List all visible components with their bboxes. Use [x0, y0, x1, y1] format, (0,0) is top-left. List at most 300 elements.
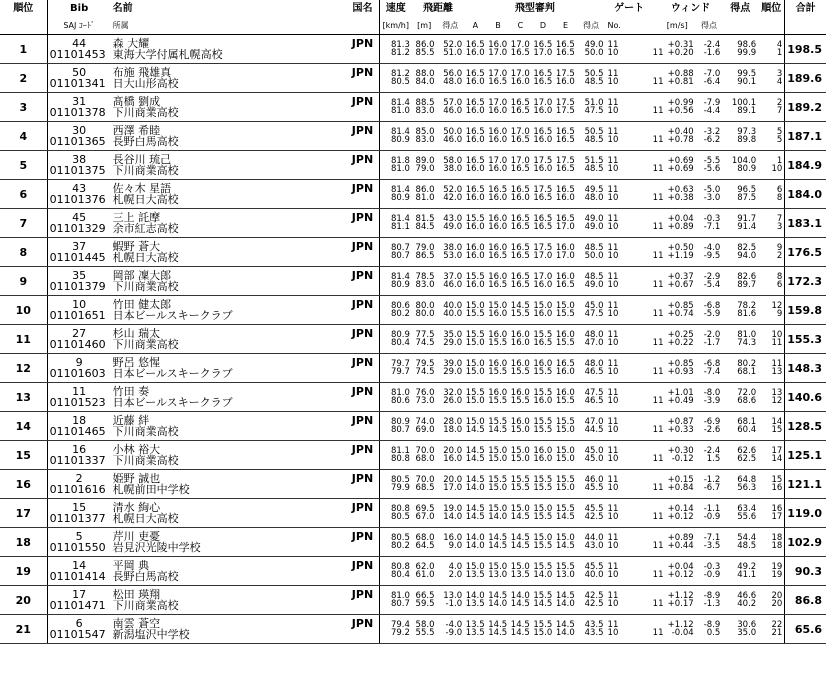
- round-rank: 6: [758, 281, 785, 296]
- gate-number: 10: [606, 368, 653, 383]
- jump-distance: 80.0: [415, 300, 435, 311]
- athlete-row-second-jump: [0, 397, 826, 412]
- athlete-name: 竹田 奏: [112, 385, 150, 398]
- gate-number: 11: [607, 329, 619, 340]
- athlete-bib: 37: [72, 240, 87, 253]
- empty-cell: [346, 629, 379, 644]
- jump-distance-points: 2.0: [436, 571, 464, 586]
- judge-score: 16.0: [532, 165, 555, 180]
- gate-number: 10: [606, 223, 653, 238]
- jump-speed: 81.4: [379, 122, 412, 137]
- wind-points: -6.2: [696, 136, 723, 151]
- round-rank: 19: [771, 561, 783, 572]
- athlete-name: 近藤 絆: [112, 414, 150, 427]
- nation-header: 国名: [352, 2, 373, 14]
- style-points: 44.0: [584, 532, 604, 543]
- wind-speed: +0.31: [667, 39, 694, 50]
- athlete-team: 下川商業高校: [111, 426, 347, 441]
- gate-number: 11: [607, 39, 619, 50]
- athlete-bib: 35: [72, 269, 87, 282]
- gate-number: 11: [607, 184, 619, 195]
- judge-score: 16.5: [554, 165, 577, 180]
- jump-distance: 61.0: [412, 571, 437, 586]
- athlete-nation: JPN: [351, 501, 374, 514]
- round-rank: 4: [758, 78, 785, 93]
- wind-speed: +0.04: [667, 213, 694, 224]
- round-points: 82.5: [737, 242, 757, 253]
- round-rank: 14: [771, 416, 783, 427]
- wind-speed: +0.78: [659, 136, 696, 151]
- judge-score: 16.5: [533, 213, 553, 224]
- jump-speed: 81.8: [379, 151, 412, 166]
- athlete-row: [0, 441, 826, 456]
- jump-distance: 85.5: [412, 49, 437, 64]
- judge-score: 17.0: [510, 155, 530, 166]
- judge-score: 17.0: [533, 97, 553, 108]
- jump-distance-points: 16.0: [443, 532, 463, 543]
- empty-cell: [346, 542, 379, 557]
- jump-distance-points: 29.0: [436, 339, 464, 354]
- gate-number: 11: [607, 445, 619, 456]
- judge-score: 14.5: [464, 426, 487, 441]
- athlete-saj-code: 01101460: [47, 339, 111, 354]
- judge-score: 16.5: [533, 39, 553, 50]
- gate-points: 11: [653, 78, 659, 93]
- athlete-row-second-jump: [0, 252, 826, 267]
- judge-score: 16.5: [509, 223, 532, 238]
- athlete-rank: 14: [0, 412, 47, 441]
- jump-speed: 81.4: [379, 180, 412, 195]
- athlete-total: 140.6: [785, 383, 826, 412]
- gate-number: 10: [606, 339, 653, 354]
- jump-distance-points: 56.0: [443, 68, 463, 79]
- athlete-row-second-jump: [0, 223, 826, 238]
- athlete-rank: 20: [0, 586, 47, 615]
- judge-score: 16.5: [465, 68, 485, 79]
- athlete-team: 下川商業高校: [111, 107, 347, 122]
- athlete-row-second-jump: [0, 368, 826, 383]
- judge-score: 15.0: [465, 358, 485, 369]
- judge-score: 16.0: [554, 78, 577, 93]
- judge-score: 16.0: [510, 387, 530, 398]
- athlete-name: 三上 託摩: [112, 211, 161, 224]
- athlete-nation: JPN: [351, 443, 374, 456]
- athlete-saj-code: 01101550: [47, 542, 111, 557]
- judge-score: 15.5: [465, 329, 485, 340]
- judge-score: 17.0: [532, 252, 555, 267]
- athlete-name: 小林 裕大: [112, 443, 161, 456]
- style-points-header: 得点: [577, 17, 606, 35]
- gate-number: 10: [606, 571, 653, 586]
- judge-score: 16.5: [509, 107, 532, 122]
- judge-score: 15.0: [533, 532, 553, 543]
- jump-distance-points: 46.0: [436, 281, 464, 296]
- judge-score: 16.5: [509, 49, 532, 64]
- athlete-team: 札幌日大高校: [111, 194, 347, 209]
- judge-score: 17.0: [533, 271, 553, 282]
- jump-speed: 79.4: [379, 615, 412, 630]
- jump-distance-points: 26.0: [436, 397, 464, 412]
- rank-header: 順位: [0, 0, 47, 17]
- gate-no-header: No.: [606, 17, 653, 35]
- jump-speed: 80.5: [379, 78, 412, 93]
- athlete-name: 松田 瑛翔: [112, 588, 161, 601]
- athlete-rank: 7: [0, 209, 47, 238]
- athlete-total: 128.5: [785, 412, 826, 441]
- style-points: 47.5: [584, 387, 604, 398]
- athlete-nation: JPN: [351, 298, 374, 311]
- round-points: 30.6: [737, 619, 757, 630]
- athlete-row: [0, 238, 826, 253]
- round-points: 99.9: [722, 49, 758, 64]
- athlete-rank: 6: [0, 180, 47, 209]
- judge-score: 14.5: [465, 474, 485, 485]
- judge-score: 15.0: [554, 455, 577, 470]
- team-header: 所属: [111, 17, 347, 35]
- jump-distance: 83.0: [412, 281, 437, 296]
- athlete-name: 佐々木 星語: [112, 182, 172, 195]
- jump-speed: 80.9: [379, 281, 412, 296]
- athlete-bib: 11: [72, 385, 87, 398]
- judge-score: 17.0: [532, 49, 555, 64]
- wind-points: -7.9: [703, 97, 721, 108]
- empty-cell: [346, 455, 379, 470]
- athlete-bib: 17: [72, 588, 87, 601]
- empty-cell: [346, 194, 379, 209]
- wind-speed: +0.85: [667, 300, 694, 311]
- gate-number: 11: [607, 213, 619, 224]
- round-points: 56.3: [722, 484, 758, 499]
- empty-cell: [346, 310, 379, 325]
- judge-score: 13.0: [554, 571, 577, 586]
- jump-distance: 69.0: [412, 426, 437, 441]
- style-points: 48.5: [577, 165, 606, 180]
- round-rank: 17: [758, 513, 785, 528]
- round-rank: 18: [771, 532, 783, 543]
- gate-points: 11: [653, 484, 659, 499]
- wind-header: ウィンド: [670, 2, 711, 14]
- athlete-team: 下川商業高校: [111, 600, 347, 615]
- round-rank: 2: [776, 97, 783, 108]
- jump-speed: 80.8: [379, 455, 412, 470]
- judge-score: 16.0: [488, 358, 508, 369]
- round-points: 64.8: [737, 474, 757, 485]
- style-points: 46.5: [577, 368, 606, 383]
- gate-number: 11: [607, 126, 619, 137]
- round-rank: 5: [776, 126, 783, 137]
- jump-speed: 81.2: [379, 64, 412, 79]
- judge-d-header: D: [532, 17, 555, 35]
- round-points: 80.9: [722, 165, 758, 180]
- distance-points-header: 得点: [436, 17, 464, 35]
- gate-points: 11: [653, 136, 659, 151]
- wind-points: -3.2: [703, 126, 721, 137]
- athlete-total: 198.5: [785, 35, 826, 64]
- athlete-total: 119.0: [785, 499, 826, 528]
- judge-score: 16.5: [510, 271, 530, 282]
- jump-distance-points: 50.0: [443, 126, 463, 137]
- round-rank: 7: [758, 107, 785, 122]
- wind-points: -7.1: [696, 223, 723, 238]
- jump-distance: 58.0: [415, 619, 435, 630]
- athlete-saj-code: 01101523: [47, 397, 111, 412]
- judge-score: 16.5: [509, 252, 532, 267]
- wind-points: -7.4: [696, 368, 723, 383]
- athlete-nation: JPN: [351, 327, 374, 340]
- gate-number: 10: [606, 78, 653, 93]
- athlete-row-second-jump: [0, 310, 826, 325]
- jump-speed: 80.7: [379, 426, 412, 441]
- athlete-bib: 44: [72, 37, 87, 50]
- style-points: 50.5: [584, 68, 604, 79]
- jump-distance: 74.5: [412, 339, 437, 354]
- round-points: 78.2: [737, 300, 757, 311]
- athlete-name: 森 大耀: [112, 37, 150, 50]
- style-points: 49.0: [584, 39, 604, 50]
- athlete-rank: 17: [0, 499, 47, 528]
- jump-distance: 55.5: [412, 629, 437, 644]
- athlete-row-second-jump: [0, 600, 826, 615]
- athlete-row-second-jump: [0, 165, 826, 180]
- judge-score: 16.0: [464, 281, 487, 296]
- athlete-row: [0, 325, 826, 340]
- athlete-row: [0, 557, 826, 572]
- judge-score: 16.0: [509, 78, 532, 93]
- round-rank: 12: [758, 397, 785, 412]
- judge-score: 16.0: [465, 242, 485, 253]
- judge-score: 13.5: [464, 629, 487, 644]
- judge-score: 16.0: [510, 329, 530, 340]
- athlete-team: 下川商業高校: [111, 165, 347, 180]
- jump-speed: 79.9: [379, 484, 412, 499]
- judge-score: 16.5: [488, 184, 508, 195]
- gate-number: 10: [606, 252, 653, 267]
- athlete-bib: 16: [72, 443, 87, 456]
- athlete-nation: JPN: [351, 414, 374, 427]
- judge-score: 14.0: [487, 600, 510, 615]
- round-points: 60.4: [722, 426, 758, 441]
- athlete-total: 189.2: [785, 93, 826, 122]
- style-points: 42.5: [577, 600, 606, 615]
- judge-score: 16.0: [487, 310, 510, 325]
- style-header: 飛型審判: [514, 2, 555, 14]
- jump-distance-points: 48.0: [436, 78, 464, 93]
- judge-score: 17.5: [555, 155, 575, 166]
- athlete-rank: 12: [0, 354, 47, 383]
- wind-speed: +0.40: [667, 126, 694, 137]
- judge-score: 14.0: [465, 532, 485, 543]
- round-rank: 10: [758, 165, 785, 180]
- wind-points: -5.6: [696, 165, 723, 180]
- judge-score: 17.5: [533, 242, 553, 253]
- judge-score: 15.5: [533, 416, 553, 427]
- athlete-nation: JPN: [351, 472, 374, 485]
- judge-score: 16.5: [487, 252, 510, 267]
- athlete-team: 下川商業高校: [111, 339, 347, 354]
- judge-score: 16.0: [555, 242, 575, 253]
- round-rank: 16: [771, 503, 783, 514]
- jump-speed: 80.8: [379, 499, 412, 514]
- results-body: [0, 35, 826, 644]
- athlete-nation: JPN: [351, 356, 374, 369]
- judge-score: 16.5: [532, 194, 555, 209]
- wind-speed: +0.63: [667, 184, 694, 195]
- wind-points: -7.0: [703, 68, 721, 79]
- gate-number: 10: [606, 600, 653, 615]
- judge-score: 16.0: [487, 194, 510, 209]
- gate-number: 11: [607, 155, 619, 166]
- athlete-row: [0, 180, 826, 195]
- athlete-saj-code: 01101377: [47, 513, 111, 528]
- jump-distance: 86.0: [415, 39, 435, 50]
- distance-header: 飛距離: [423, 2, 454, 14]
- wind-points: -3.9: [696, 397, 723, 412]
- athlete-row: [0, 470, 826, 485]
- gate-points: 11: [653, 339, 659, 354]
- gate-number: 10: [606, 484, 653, 499]
- wind-points: -8.9: [703, 590, 721, 601]
- athlete-team: 長野白馬高校: [111, 571, 347, 586]
- empty-cell: [346, 136, 379, 151]
- gate-points: 11: [653, 252, 659, 267]
- round-points: 104.0: [731, 155, 757, 166]
- wind-speed: +0.15: [667, 474, 694, 485]
- jump-distance-points: 4.0: [448, 561, 463, 572]
- gate-number: 10: [606, 136, 653, 151]
- judge-score: 15.5: [533, 329, 553, 340]
- athlete-row-second-jump: [0, 78, 826, 93]
- athlete-nation: JPN: [351, 269, 374, 282]
- style-points: 50.0: [577, 49, 606, 64]
- wind-points: -1.3: [696, 600, 723, 615]
- wind-speed: +0.04: [667, 561, 694, 572]
- jump-distance-points: 52.0: [443, 39, 463, 50]
- athlete-saj-code: 01101376: [47, 194, 111, 209]
- athlete-total: 125.1: [785, 441, 826, 470]
- athlete-name: 平岡 典: [112, 559, 150, 572]
- jump-distance-points: 9.0: [436, 542, 464, 557]
- jump-distance-points: 58.0: [443, 155, 463, 166]
- judge-score: 16.0: [464, 165, 487, 180]
- style-points: 51.5: [584, 155, 604, 166]
- wind-points: -2.6: [696, 426, 723, 441]
- jump-distance-points: 20.0: [443, 445, 463, 456]
- round-rank: 13: [758, 368, 785, 383]
- gate-number: 10: [606, 310, 653, 325]
- athlete-saj-code: 01101379: [47, 281, 111, 296]
- style-points: 48.5: [577, 78, 606, 93]
- athlete-bib: 30: [72, 124, 87, 137]
- jump-distance-points: 52.0: [443, 184, 463, 195]
- empty-cell: [346, 252, 379, 267]
- judge-score: 14.5: [487, 426, 510, 441]
- judge-score: 15.5: [509, 397, 532, 412]
- judge-score: 15.0: [510, 561, 530, 572]
- jump-distance-points: 49.0: [436, 223, 464, 238]
- empty-cell: [346, 368, 379, 383]
- judge-score: 16.0: [487, 165, 510, 180]
- judge-score: 16.5: [555, 358, 575, 369]
- athlete-name: 竹田 健太郎: [112, 298, 172, 311]
- jump-distance: 84.5: [412, 223, 437, 238]
- judge-score: 16.0: [510, 416, 530, 427]
- gate-points: 11: [653, 513, 659, 528]
- round-rank: 19: [758, 571, 785, 586]
- athlete-rank: 5: [0, 151, 47, 180]
- round-points: 82.6: [737, 271, 757, 282]
- athlete-row: [0, 615, 826, 630]
- round-points: 97.3: [737, 126, 757, 137]
- wind-speed: +0.87: [667, 416, 694, 427]
- judge-score: 16.5: [532, 78, 555, 93]
- wind-speed: +0.69: [667, 155, 694, 166]
- athlete-name: 清水 絢心: [112, 501, 161, 514]
- wind-speed: +0.33: [659, 426, 696, 441]
- round-rank: 9: [776, 242, 783, 253]
- judge-score: 16.0: [464, 78, 487, 93]
- judge-score: 17.0: [510, 126, 530, 137]
- judge-score: 16.0: [532, 455, 555, 470]
- athlete-name: 野呂 悠惺: [112, 356, 161, 369]
- athlete-saj-code: 01101375: [47, 165, 111, 180]
- athlete-nation: JPN: [351, 95, 374, 108]
- wind-points: -4.0: [703, 242, 721, 253]
- style-points: 49.0: [584, 213, 604, 224]
- wind-points: -7.1: [703, 532, 721, 543]
- gate-points: 11: [653, 223, 659, 238]
- jump-distance-points: 17.0: [436, 484, 464, 499]
- wind-speed: +0.37: [667, 271, 694, 282]
- jump-distance-points: 51.0: [436, 49, 464, 64]
- athlete-total: 187.1: [785, 122, 826, 151]
- jump-distance: 59.5: [412, 600, 437, 615]
- athlete-nation: JPN: [351, 588, 374, 601]
- judge-score: 15.5: [510, 474, 530, 485]
- jump-distance: 88.5: [415, 97, 435, 108]
- athlete-row-second-jump: [0, 107, 826, 122]
- judge-score: 16.5: [465, 155, 485, 166]
- athlete-saj-code: 01101471: [47, 600, 111, 615]
- jump-distance: 88.0: [415, 68, 435, 79]
- jump-distance: 73.0: [412, 397, 437, 412]
- judge-score: 14.5: [509, 629, 532, 644]
- empty-cell: [346, 513, 379, 528]
- wind-points: -5.0: [703, 184, 721, 195]
- gate-number: 11: [607, 416, 619, 427]
- round-points: 49.2: [737, 561, 757, 572]
- athlete-team: 東海大学付属札幌高校: [111, 49, 347, 64]
- judge-score: 15.0: [464, 397, 487, 412]
- judge-score: 14.5: [509, 513, 532, 528]
- judge-score: 17.0: [510, 68, 530, 79]
- jump-distance-points: 40.0: [436, 310, 464, 325]
- judge-score: 15.5: [487, 339, 510, 354]
- athlete-saj-code: 01101465: [47, 426, 111, 441]
- round-rank-header: 順位: [761, 2, 782, 14]
- judge-score: 14.0: [510, 590, 530, 601]
- judge-score: 13.0: [487, 571, 510, 586]
- wind-speed: +0.12: [659, 571, 696, 586]
- athlete-bib: 6: [75, 617, 83, 630]
- jump-speed: 81.1: [379, 223, 412, 238]
- wind-speed: +0.30: [667, 445, 694, 456]
- jump-distance: 86.0: [415, 184, 435, 195]
- judge-score: 15.5: [554, 310, 577, 325]
- judge-score: 14.5: [487, 629, 510, 644]
- round-points: 41.1: [722, 571, 758, 586]
- judge-score: 16.0: [488, 329, 508, 340]
- judge-score: 14.5: [465, 503, 485, 514]
